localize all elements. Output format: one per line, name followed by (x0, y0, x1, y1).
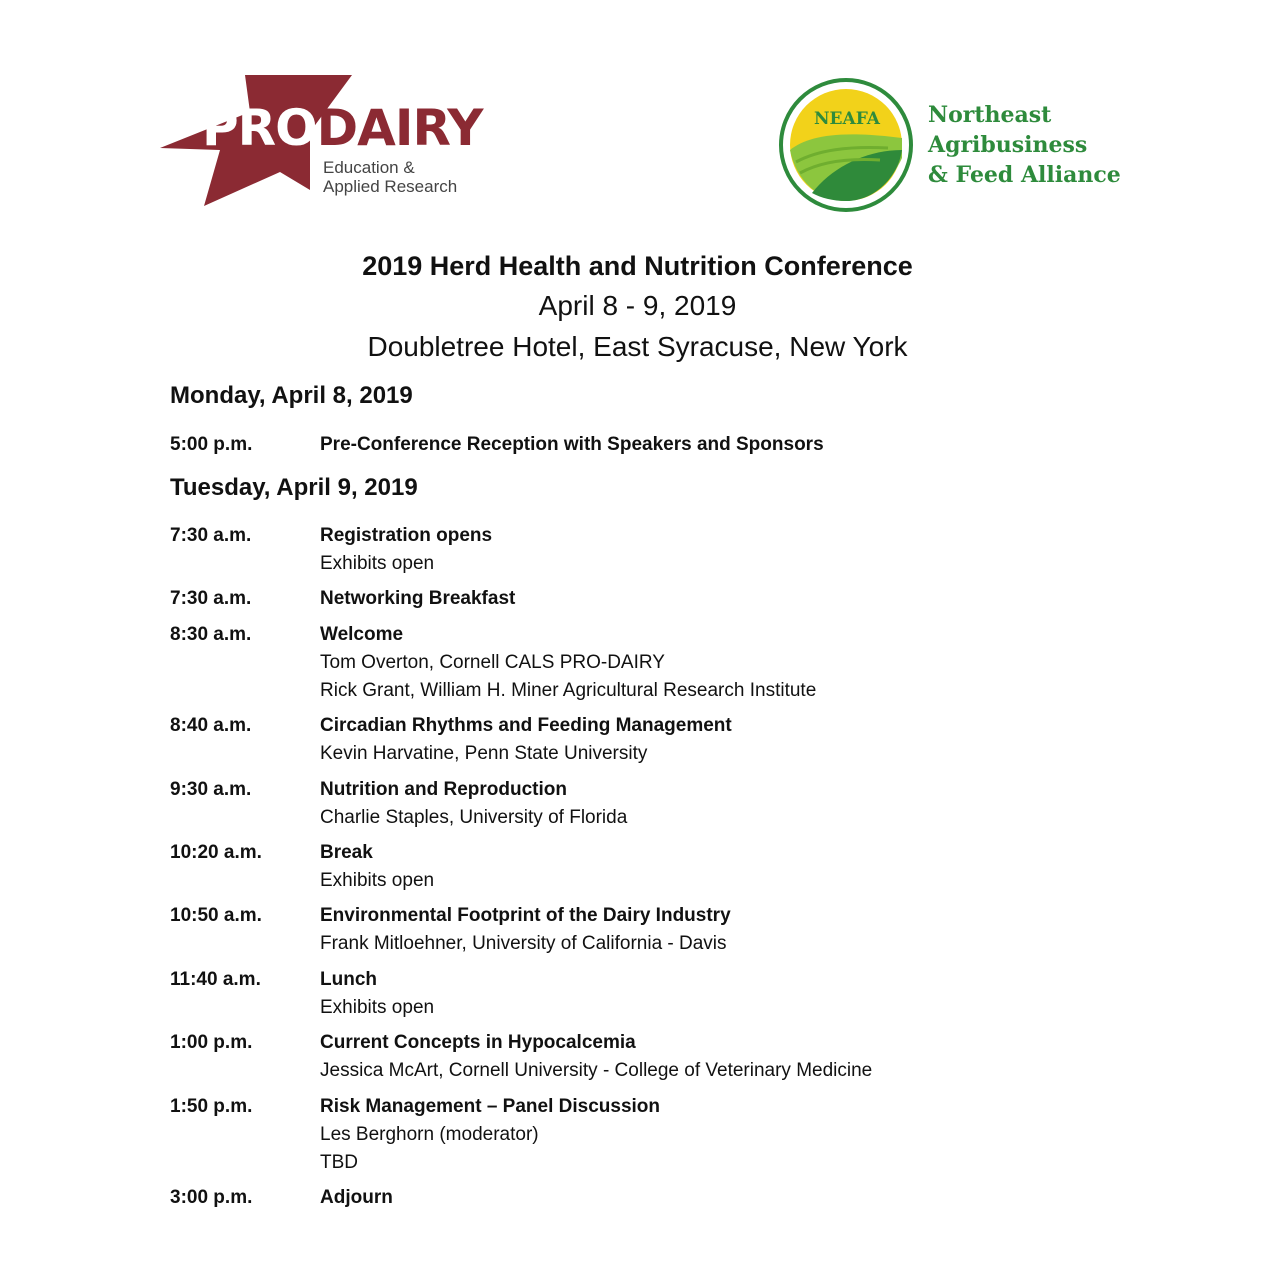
session-title: Nutrition and Reproduction (320, 779, 567, 800)
session-detail: Exhibits open (320, 553, 435, 574)
neafa-line1: Northeast (928, 102, 1052, 128)
prodairy-tagline-line2: Applied Research (323, 177, 458, 196)
session-time: 1:00 p.m. (170, 1032, 253, 1053)
session-detail: TBD (320, 1152, 358, 1173)
neafa-badge-text: NEAFA (814, 109, 880, 129)
session-title: Risk Management – Panel Discussion (320, 1096, 661, 1117)
conference-location: Doubletree Hotel, East Syracuse, New York (367, 331, 908, 362)
prodairy-pro-text: PRO (202, 99, 317, 157)
neafa-line3: & Feed Alliance (928, 162, 1121, 188)
session-detail: Les Berghorn (moderator) (320, 1124, 539, 1145)
session-time: 8:40 a.m. (170, 715, 252, 736)
session-title: Circadian Rhythms and Feeding Management (320, 715, 732, 736)
neafa-logo (778, 78, 1121, 218)
session-title: Adjourn (320, 1187, 393, 1208)
session-title: Current Concepts in Hypocalcemia (320, 1032, 636, 1053)
session-detail: Jessica McArt, Cornell University - College of Veterinary Medicine (320, 1060, 873, 1081)
session-title: Networking Breakfast (320, 588, 516, 609)
session-detail: Exhibits open (320, 870, 435, 891)
session-time: 7:30 a.m. (170, 588, 252, 609)
neafa-line2: Agribusiness (928, 132, 1088, 158)
prodairy-logo (160, 72, 505, 212)
session-detail: Charlie Staples, University of Florida (320, 807, 628, 828)
conference-title: 2019 Herd Health and Nutrition Conference (362, 251, 913, 281)
session-title: Lunch (320, 969, 377, 990)
session-time: 9:30 a.m. (170, 779, 252, 800)
day-heading-tuesday: Tuesday, April 9, 2019 (170, 474, 418, 501)
session-title: Registration opens (320, 525, 493, 546)
session-title: Welcome (320, 624, 404, 645)
logo-bar (0, 0, 1275, 220)
prodairy-wordmark (202, 100, 482, 156)
session-time: 10:20 a.m. (170, 842, 262, 863)
day-heading-monday: Monday, April 8, 2019 (170, 382, 413, 409)
session-detail: Rick Grant, William H. Miner Agricultural Research Institute (320, 680, 817, 701)
prodairy-dairy-text: DAIRY (316, 99, 483, 157)
session-title: Environmental Footprint of the Dairy Industry (320, 905, 731, 926)
session-detail: Tom Overton, Cornell CALS PRO-DAIRY (320, 652, 665, 673)
session-detail: Exhibits open (320, 997, 435, 1018)
session-time: 10:50 a.m. (170, 905, 262, 926)
session-title: Break (320, 842, 373, 863)
neafa-wordmark (928, 100, 1121, 190)
neafa-emblem-icon (778, 78, 918, 218)
prodairy-tagline (323, 158, 457, 196)
session-title: Pre-Conference Reception with Speakers and Sponsors (320, 434, 824, 455)
session-time: 11:40 a.m. (170, 969, 261, 990)
session-time: 7:30 a.m. (170, 525, 252, 546)
session-time: 3:00 p.m. (170, 1187, 253, 1208)
session-detail: Kevin Harvatine, Penn State University (320, 743, 648, 764)
session-time: 8:30 a.m. (170, 624, 252, 645)
session-time: 1:50 p.m. (170, 1096, 253, 1117)
conference-header (0, 247, 1275, 367)
prodairy-tagline-line1: Education & (323, 158, 415, 177)
conference-dates: April 8 - 9, 2019 (538, 290, 737, 321)
session-detail: Frank Mitloehner, University of California - Davis (320, 933, 727, 954)
session-time: 5:00 p.m. (170, 434, 253, 455)
